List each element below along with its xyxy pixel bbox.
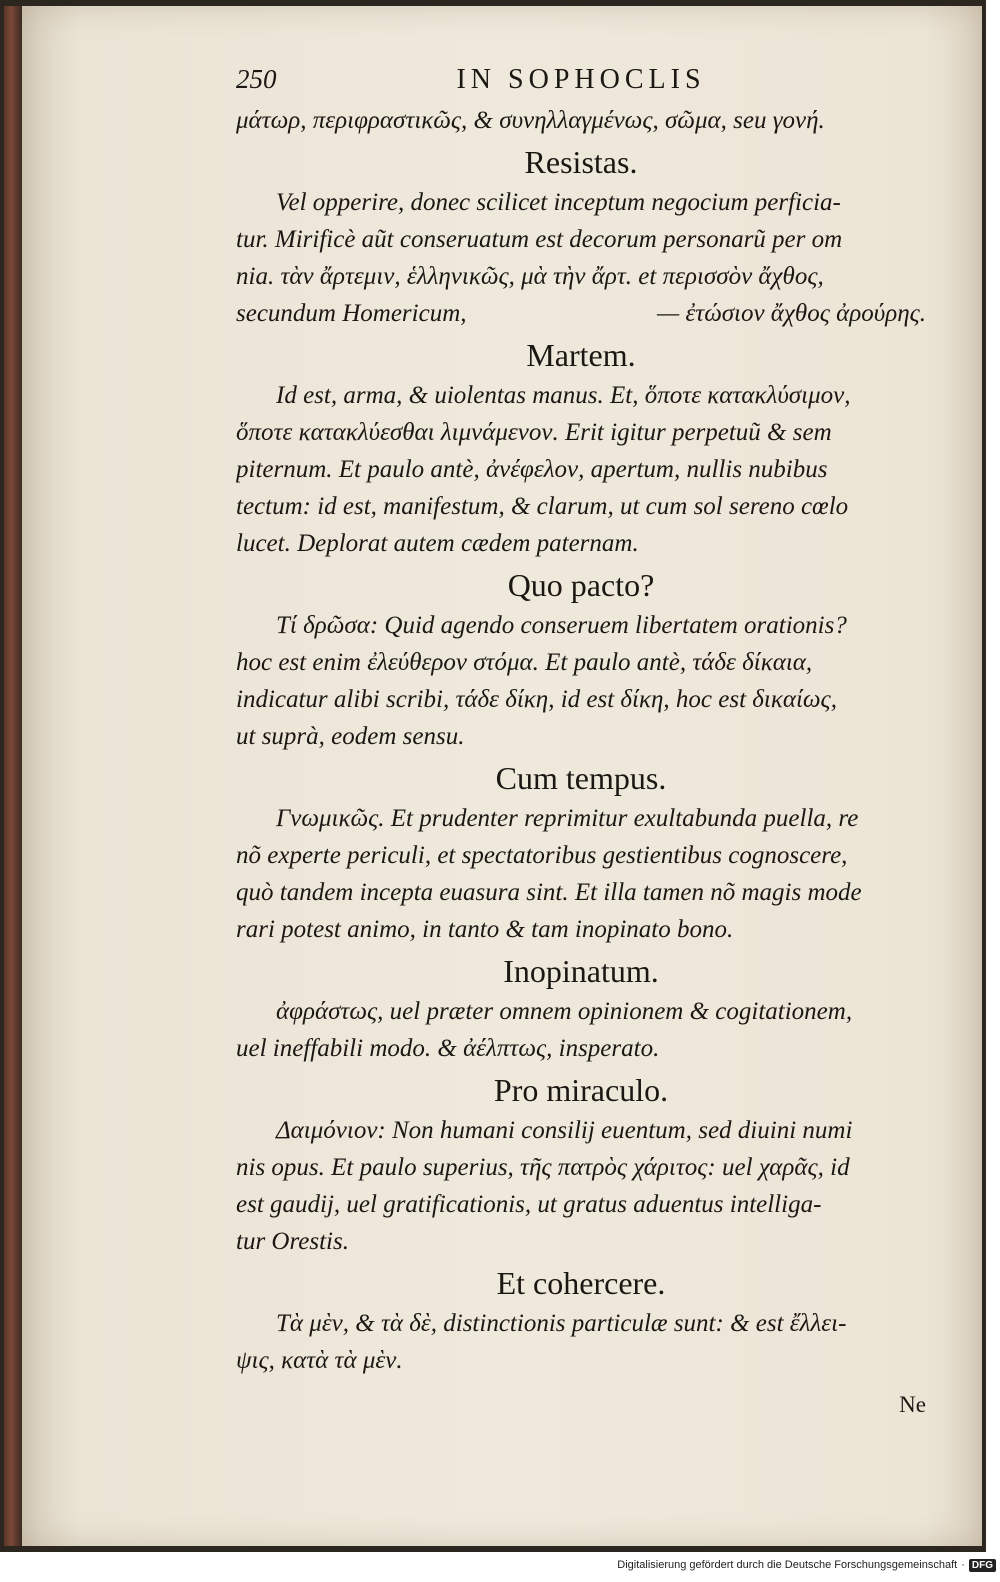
- text-line: Id est, arma, & uiolentas manus. Et, ὅποτε κατακλύσιμον,: [276, 382, 851, 409]
- homeric-quote: — ἐτώσιον ἄχθος ἀρούρης.: [656, 300, 926, 327]
- text-line: Δαιμόνιον: Non humani consilij euentum, sed diuini numi: [276, 1117, 853, 1144]
- text-line: tur. Mirificè aũt conseruatum est decorum personarũ per om: [236, 226, 843, 253]
- text-line: uel ineffabili modo. & ἀέλπτως, insperato.: [236, 1035, 660, 1062]
- lemma-heading: Cum tempus.: [495, 760, 667, 796]
- digitization-credit: Digitalisierung gefördert durch die Deutsche Forschungsgemeinschaft · DFG: [600, 1553, 996, 1577]
- page-text: [236, 58, 926, 1421]
- book-spine: [4, 6, 22, 1546]
- credit-text: Digitalisierung gefördert durch die Deutsche Forschungsgemeinschaft: [617, 1559, 958, 1571]
- text-line: lucet. Deplorat autem cædem paternam.: [236, 530, 639, 557]
- text-line: nia. τὰν ἄρτεμιν, ἑλληνικῶς, μὰ τὴν ἄρτ. et περισσὸν ἄχθος,: [236, 263, 824, 290]
- lemma-heading: Quo pacto?: [507, 567, 655, 603]
- text-line: ἀφράστως, uel præter omnem opinionem & cogitationem,: [276, 998, 853, 1025]
- page-header: [236, 58, 926, 102]
- running-title: IN SOPHOCLIS: [456, 64, 706, 95]
- lemma-heading: Et cohercere.: [496, 1265, 666, 1301]
- text-line: nõ experte periculi, et spectatoribus gestientibus cognoscere,: [236, 842, 848, 869]
- text-line: rari potest animo, in tanto & tam inopinato bono.: [236, 916, 734, 943]
- text-span: secundum Homericum,: [236, 300, 467, 327]
- lemma-heading: Pro miraculo.: [493, 1072, 669, 1108]
- text-line: μάτωρ, περιφραστικῶς, & συνηλλαγμένως, σῶμα, seu γονή.: [236, 107, 825, 134]
- text-line: Τί δρῶσα: Quid agendo conseruem libertatem orationis?: [276, 612, 847, 639]
- text-line: Τὰ μὲν, & τὰ δὲ, distinctionis particulæ sunt: & est ἔλλει-: [276, 1310, 847, 1337]
- text-line: ψις, κατὰ τὰ μὲν.: [236, 1347, 403, 1374]
- lemma-heading: Martem.: [526, 337, 636, 373]
- text-line: piternum. Et paulo antè, ἀνέφελον, apertum, nullis nubibus: [236, 456, 828, 483]
- text-line: [236, 295, 926, 332]
- text-line: quò tandem incepta euasura sint. Et illa tamen nõ magis mode: [236, 879, 862, 906]
- page-number: 250: [236, 64, 277, 94]
- lemma-heading: Resistas.: [524, 144, 638, 180]
- text-line: tur Orestis.: [236, 1228, 349, 1255]
- text-line: Vel opperire, donec scilicet inceptum negocium perficia-: [276, 189, 841, 216]
- text-line: nis opus. Et paulo superius, τῆς πατρὸς χάριτος: uel χαρᾶς, id: [236, 1154, 850, 1181]
- text-line: hoc est enim ἐλεύθερον στόμα. Et paulo antè, τάδε δίκαια,: [236, 649, 813, 676]
- text-line: tectum: id est, manifestum, & clarum, ut cum sol sereno cœlo: [236, 493, 849, 520]
- text-line: Γνωμικῶς. Et prudenter reprimitur exultabunda puella, re: [276, 805, 859, 832]
- dfg-logo-icon: DFG: [969, 1559, 996, 1572]
- text-line: indicatur alibi scribi, τάδε δίκη, id est δίκη, hoc est δικαίως,: [236, 686, 837, 713]
- lemma-heading: Inopinatum.: [503, 953, 659, 989]
- catchword: Ne: [899, 1392, 926, 1417]
- text-line: ut suprà, eodem sensu.: [236, 723, 465, 750]
- text-line: ὅποτε κατακλύεσθαι λιμνάμενον. Erit igitur perpetuũ & sem: [236, 419, 832, 446]
- text-line: est gaudij, uel gratificationis, ut gratus aduentus intelliga-: [236, 1191, 822, 1218]
